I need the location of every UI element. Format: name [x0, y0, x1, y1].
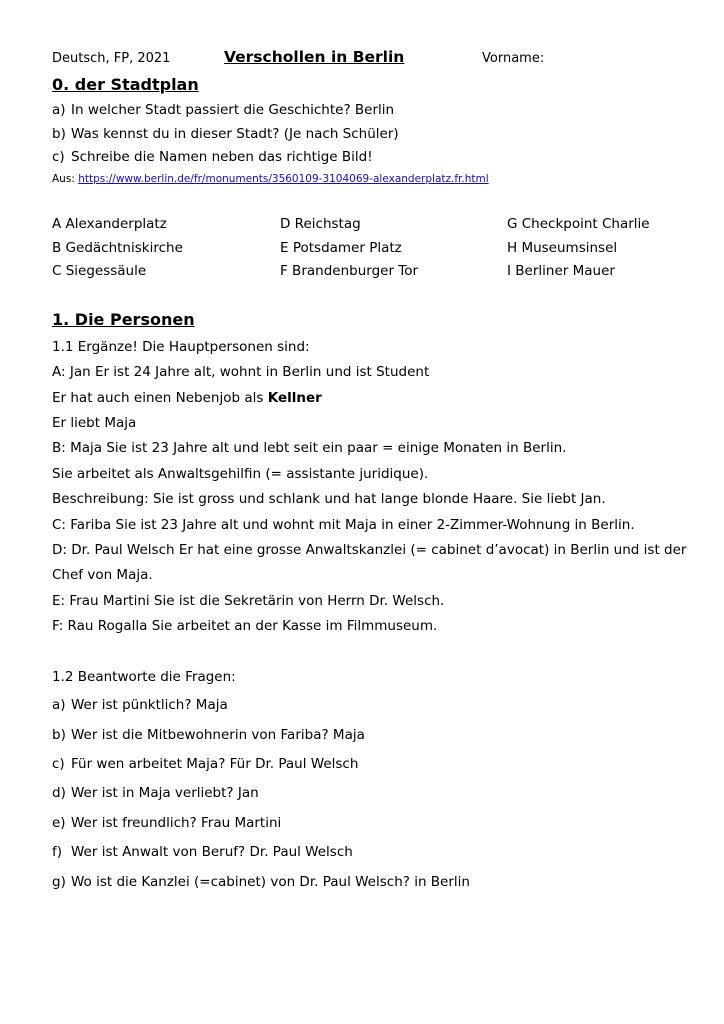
source-link[interactable]: https://www.berlin.de/fr/monuments/3560109-3104069-alexanderplatz.fr.html — [78, 173, 489, 185]
person-line: Beschreibung: Sie ist gross und schlank und hat lange blonde Haare. Sie liebt Jan. — [52, 491, 606, 507]
vorname-label: Vorname: — [482, 51, 545, 66]
places-grid — [52, 216, 692, 286]
person-line: Er liebt Maja — [52, 415, 137, 431]
question-marker: f) — [52, 844, 63, 860]
person-line: E: Frau Martini Sie ist die Sekretärin von Herrn Dr. Welsch. — [52, 593, 445, 609]
question-marker: a) — [52, 102, 66, 118]
section-0-heading: 0. der Stadtplan — [52, 75, 199, 94]
course-label: Deutsch, FP, 2021 — [52, 51, 171, 66]
question-marker: a) — [52, 697, 66, 713]
question-text: Wer ist pünktlich? Maja — [71, 697, 228, 713]
person-line: A: Jan Er ist 24 Jahre alt, wohnt in Berlin und ist Student — [52, 364, 430, 380]
section-0-question — [52, 126, 399, 142]
question-text: Was kennst du in dieser Stadt? (Je nach Schüler) — [71, 126, 399, 142]
question-marker: c) — [52, 149, 65, 165]
question-marker: e) — [52, 815, 66, 831]
place-item: E Potsdamer Platz — [280, 240, 402, 256]
answer-question — [52, 697, 228, 713]
place-item: C Siegessäule — [52, 263, 147, 279]
question-text: In welcher Stadt passiert die Geschichte? Berlin — [71, 102, 395, 118]
person-line: F: Rau Rogalla Sie arbeitet an der Kasse im Filmmuseum. — [52, 618, 438, 634]
person-line: Sie arbeitet als Anwaltsgehilfin (= assistante juridique). — [52, 466, 429, 482]
place-item: I Berliner Mauer — [507, 263, 615, 279]
subsection-1-2-title: 1.2 Beantworte die Fragen: — [52, 669, 236, 685]
kellner-word: Kellner — [267, 390, 322, 406]
page-header — [52, 48, 692, 70]
question-text: Schreibe die Namen neben das richtige Bild! — [71, 149, 373, 165]
person-line: B: Maja Sie ist 23 Jahre alt und lebt seit ein paar = einige Monaten in Berlin. — [52, 440, 567, 456]
place-item: D Reichstag — [280, 216, 361, 232]
answer-question — [52, 874, 470, 890]
document-title: Verschollen in Berlin — [224, 48, 405, 66]
person-line — [52, 390, 322, 406]
person-line: C: Fariba Sie ist 23 Jahre alt und wohnt mit Maja in einer 2-Zimmer-Wohnung in Berlin. — [52, 517, 635, 533]
answer-question — [52, 727, 365, 743]
question-marker: c) — [52, 756, 65, 772]
person-line: Chef von Maja. — [52, 567, 153, 583]
place-item: B Gedächtniskirche — [52, 240, 183, 256]
question-marker: b) — [52, 727, 66, 743]
question-marker: b) — [52, 126, 66, 142]
question-marker: g) — [52, 874, 66, 890]
answer-question — [52, 785, 259, 801]
question-text: Für wen arbeitet Maja? Für Dr. Paul Welsch — [71, 756, 359, 772]
answer-question — [52, 756, 358, 772]
place-item: A Alexanderplatz — [52, 216, 167, 232]
answer-question — [52, 844, 353, 860]
source-line — [52, 173, 489, 185]
section-0-question — [52, 102, 394, 118]
subsection-1-1-title: 1.1 Ergänze! Die Hauptpersonen sind: — [52, 339, 310, 355]
source-label: Aus: — [52, 173, 75, 185]
section-0-question — [52, 149, 373, 165]
section-1-heading: 1. Die Personen — [52, 310, 195, 329]
place-item: H Museumsinsel — [507, 240, 618, 256]
question-text: Wer ist Anwalt von Beruf? Dr. Paul Welsch — [71, 844, 353, 860]
place-item: G Checkpoint Charlie — [507, 216, 650, 232]
person-line-text: Er hat auch einen Nebenjob als — [52, 390, 268, 406]
place-item: F Brandenburger Tor — [280, 263, 419, 279]
question-text: Wer ist in Maja verliebt? Jan — [71, 785, 259, 801]
person-line: D: Dr. Paul Welsch Er hat eine grosse Anwaltskanzlei (= cabinet d’avocat) in Berlin und ist der — [52, 542, 687, 558]
question-text: Wer ist freundlich? Frau Martini — [71, 815, 282, 831]
question-text: Wo ist die Kanzlei (=cabinet) von Dr. Paul Welsch? in Berlin — [71, 874, 470, 890]
answer-question — [52, 815, 281, 831]
question-marker: d) — [52, 785, 66, 801]
question-text: Wer ist die Mitbewohnerin von Fariba? Maja — [71, 727, 365, 743]
